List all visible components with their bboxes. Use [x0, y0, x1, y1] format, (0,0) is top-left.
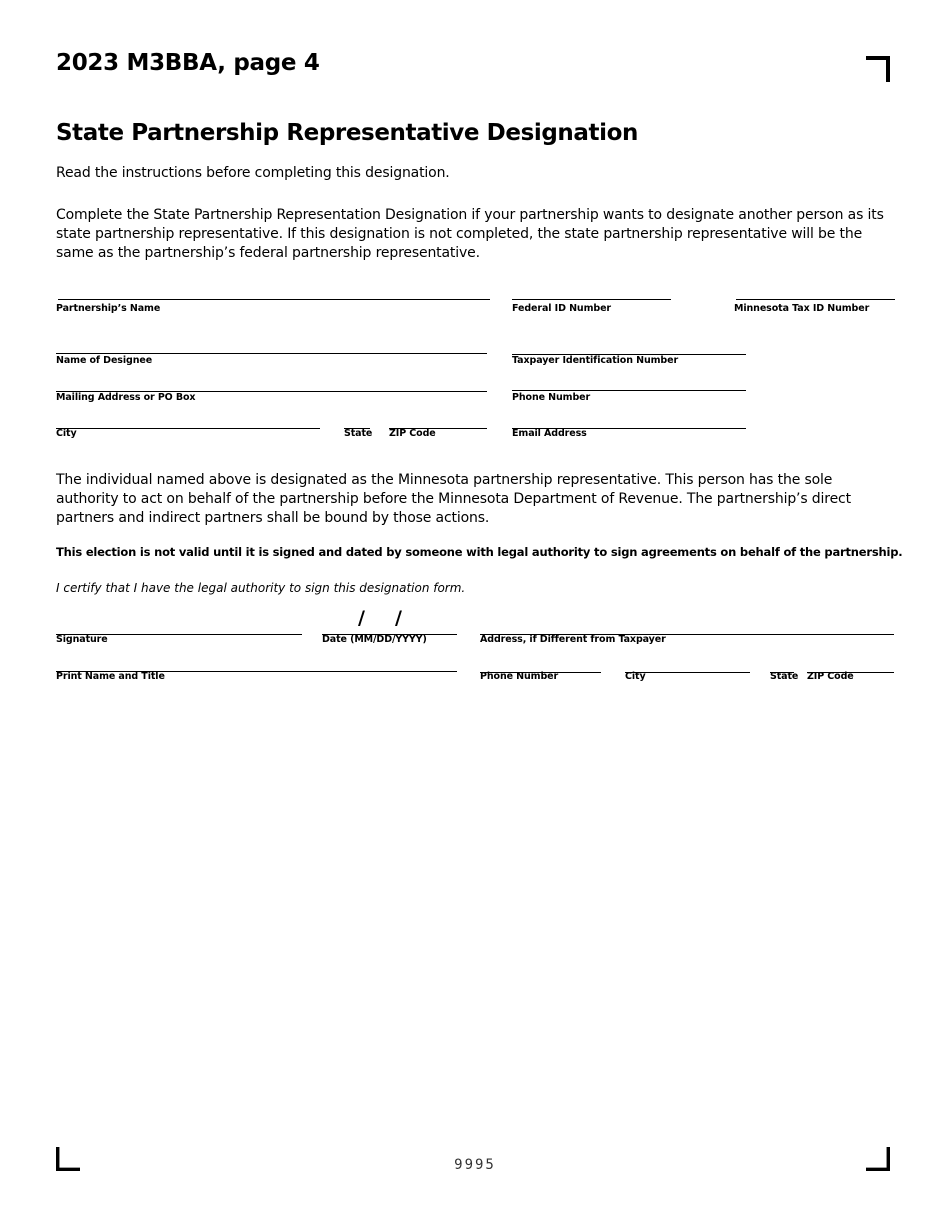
date-separator-1: /	[358, 607, 365, 629]
federal-id-line	[512, 299, 671, 300]
email-input[interactable]	[512, 409, 746, 427]
designee-name-input[interactable]	[56, 334, 488, 352]
certify-text: I certify that I have the legal authority to sign this designation form.	[56, 581, 466, 595]
description-text: Complete the State Partnership Representation Designation if your partnership wants to designate another person as its state partnership representative. If this designation is not completed, the state partnership representative will be the same as the partnership’s federal partnership representative.	[56, 207, 884, 261]
designee-name-line	[56, 353, 487, 354]
partnership-name-line	[58, 299, 490, 300]
taxpayer-id-label: Taxpayer Identification Number	[512, 355, 679, 366]
designation-text: The individual named above is designated as the Minnesota partnership representative. This person has the sole authority to act on behalf of the partnership before the Minnesota Department of Revenue. The partnership’s direct partners and indirect partners shall be bound by those actions.	[56, 472, 851, 526]
mn-tax-id-label: Minnesota Tax ID Number	[734, 303, 870, 314]
signature-label: Signature	[56, 634, 108, 645]
city-line	[56, 428, 320, 429]
alt-state-label: State	[770, 671, 799, 682]
zip-input[interactable]	[389, 409, 487, 427]
alt-zip-label: ZIP Code	[807, 671, 854, 682]
federal-id-input[interactable]	[512, 280, 671, 298]
page-title: 2023 M3BBA, page 4	[56, 50, 320, 76]
phone-input[interactable]	[512, 371, 746, 389]
alt-city-label: City	[625, 671, 646, 682]
date-separator-2: /	[395, 607, 402, 629]
intro-text: Read the instructions before completing this designation.	[56, 165, 450, 181]
zip-label: ZIP Code	[389, 428, 436, 439]
alt-phone-label: Phone Number	[480, 671, 559, 682]
designee-name-label: Name of Designee	[56, 355, 153, 366]
alt-address-label: Address, if Different from Taxpayer	[480, 634, 666, 645]
federal-id-label: Federal ID Number	[512, 303, 612, 314]
date-label: Date (MM/DD/YYYY)	[322, 634, 427, 645]
alt-city-input[interactable]	[625, 653, 750, 671]
date-day-input[interactable]	[370, 614, 398, 632]
section-title: State Partnership Representative Designation	[56, 120, 638, 146]
date-year-input[interactable]	[408, 614, 458, 632]
city-input[interactable]	[56, 409, 320, 427]
email-label: Email Address	[512, 428, 587, 439]
phone-label: Phone Number	[512, 392, 591, 403]
state-input[interactable]	[344, 409, 372, 427]
mn-tax-id-input[interactable]	[736, 280, 895, 298]
city-label: City	[56, 428, 77, 439]
alt-zip-input[interactable]	[807, 653, 894, 671]
mailing-address-label: Mailing Address or PO Box	[56, 392, 196, 403]
print-name-label: Print Name and Title	[56, 671, 165, 682]
phone-line	[512, 390, 746, 391]
print-name-input[interactable]	[56, 651, 457, 669]
alt-address-input[interactable]	[480, 614, 894, 632]
mailing-address-input[interactable]	[56, 372, 488, 390]
corner-mark-top-right	[866, 56, 890, 82]
date-month-input[interactable]	[322, 614, 360, 632]
partnership-name-label: Partnership’s Name	[56, 303, 161, 314]
state-label: State	[344, 428, 373, 439]
form-code: 9995	[454, 1157, 496, 1173]
election-note: This election is not valid until it is signed and dated by someone with legal authority to sign agreements on behalf of the partnership.	[56, 545, 903, 559]
partnership-name-input[interactable]	[58, 280, 490, 298]
alt-state-input[interactable]	[770, 653, 796, 671]
mn-tax-id-line	[736, 299, 895, 300]
alt-phone-input[interactable]	[480, 653, 601, 671]
signature-input[interactable]	[56, 614, 302, 632]
taxpayer-id-input[interactable]	[512, 335, 746, 353]
